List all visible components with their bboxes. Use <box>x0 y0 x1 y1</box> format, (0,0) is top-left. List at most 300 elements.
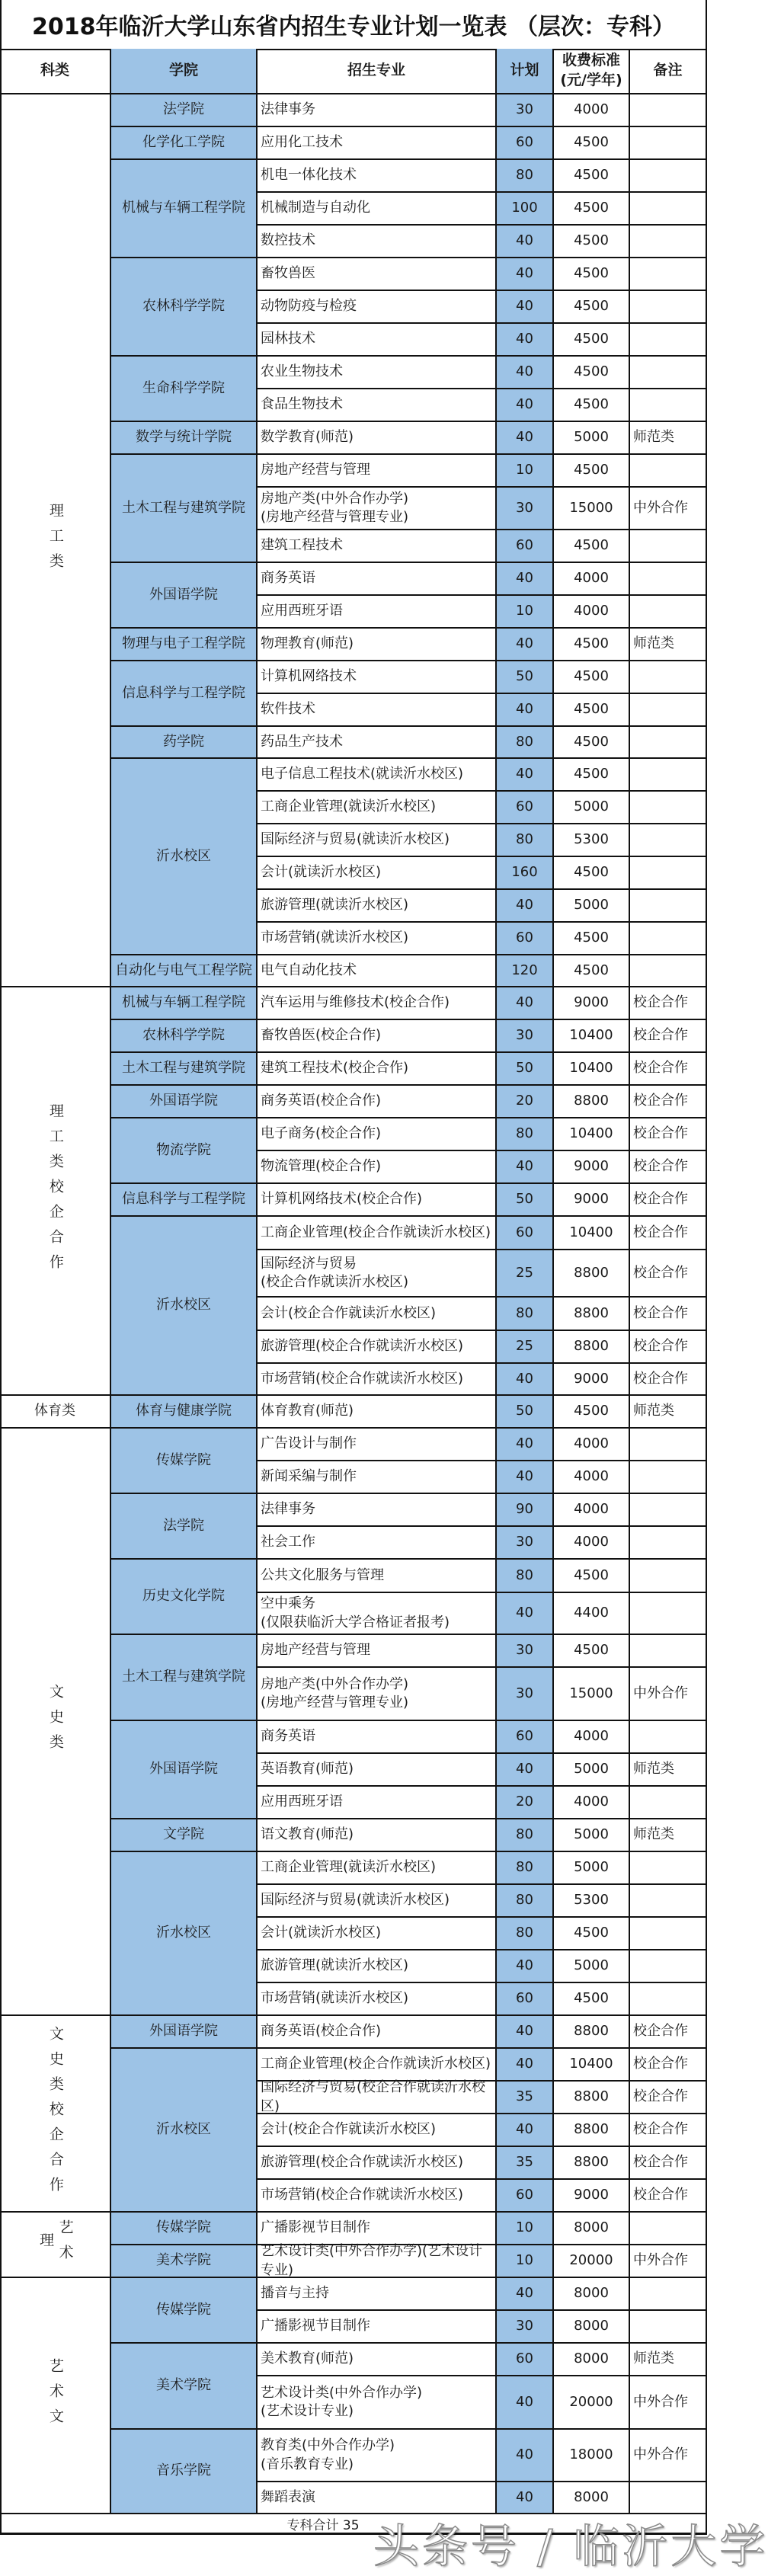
fee-cell: 4500 <box>554 357 630 389</box>
fee-cell: 8800 <box>554 2147 630 2180</box>
plan-cell: 40 <box>497 2016 554 2049</box>
major-cell: 国际经济与贸易(校企合作就读沂水校区) <box>258 2082 497 2114</box>
plan-cell: 30 <box>497 2311 554 2344</box>
major-cell: 工商企业管理(校企合作就读沂水校区) <box>258 1217 497 1250</box>
category-cell: 艺术文 <box>0 2278 111 2514</box>
plan-cell: 40 <box>497 1950 554 1983</box>
major-cell: 新闻采编与制作 <box>258 1461 497 1494</box>
fee-cell: 4500 <box>554 1396 630 1429</box>
major-cell: 会计(就读沂水校区) <box>258 1918 497 1950</box>
major-cell: 机械制造与自动化 <box>258 193 497 226</box>
major-cell: 应用西班牙语 <box>258 596 497 629</box>
plan-cell: 40 <box>497 2049 554 2082</box>
college-cell: 机械与车辆工程学院 <box>111 987 258 1020</box>
fee-cell: 5000 <box>554 792 630 824</box>
plan-cell: 30 <box>497 1527 554 1560</box>
plan-cell: 10 <box>497 455 554 488</box>
major-cell: 应用化工技术 <box>258 127 497 160</box>
note-cell <box>630 1593 707 1635</box>
major-cell: 旅游管理(校企合作就读沂水校区) <box>258 1331 497 1364</box>
fee-cell: 15000 <box>554 488 630 530</box>
plan-cell: 35 <box>497 2082 554 2114</box>
college-cell: 土木工程与建筑学院 <box>111 455 258 563</box>
plan-cell: 90 <box>497 1494 554 1527</box>
fee-cell: 4500 <box>554 1983 630 2016</box>
note-cell: 中外合作 <box>630 2430 707 2482</box>
plan-cell: 60 <box>497 923 554 955</box>
major-cell: 市场营销(就读沂水校区) <box>258 923 497 955</box>
note-cell <box>630 1429 707 1461</box>
header-fee: 收费标准 (元/学年) <box>554 49 630 94</box>
plan-cell: 60 <box>497 2344 554 2376</box>
note-cell: 师范类 <box>630 2344 707 2376</box>
fee-cell: 4500 <box>554 226 630 258</box>
note-cell <box>630 291 707 324</box>
fee-cell: 9000 <box>554 987 630 1020</box>
note-cell <box>630 160 707 193</box>
fee-cell: 20000 <box>554 2245 630 2278</box>
fee-cell: 8800 <box>554 1086 630 1118</box>
major-cell: 食品生物技术 <box>258 389 497 422</box>
note-cell <box>630 389 707 422</box>
major-cell: 法律事务 <box>258 94 497 127</box>
plan-cell: 40 <box>497 563 554 596</box>
plan-cell: 40 <box>497 258 554 291</box>
plan-cell: 30 <box>497 94 554 127</box>
college-cell: 土木工程与建筑学院 <box>111 1635 258 1721</box>
major-cell: 广播影视节目制作 <box>258 2311 497 2344</box>
plan-cell: 20 <box>497 1787 554 1819</box>
college-cell: 外国语学院 <box>111 1721 258 1819</box>
major-cell: 数控技术 <box>258 226 497 258</box>
major-cell: 法律事务 <box>258 1494 497 1527</box>
major-cell: 应用西班牙语 <box>258 1787 497 1819</box>
major-cell: 畜牧兽医 <box>258 258 497 291</box>
fee-cell: 8800 <box>554 2082 630 2114</box>
fee-cell: 4500 <box>554 127 630 160</box>
note-cell <box>630 857 707 890</box>
college-cell: 音乐学院 <box>111 2430 258 2514</box>
note-cell <box>630 1787 707 1819</box>
major-cell: 会计(校企合作就读沂水校区) <box>258 2114 497 2147</box>
plan-cell: 80 <box>497 727 554 759</box>
major-cell: 商务英语 <box>258 563 497 596</box>
major-cell: 美术教育(师范) <box>258 2344 497 2376</box>
major-cell: 广播影视节目制作 <box>258 2213 497 2245</box>
major-cell: 物理教育(师范) <box>258 629 497 661</box>
major-cell: 国际经济与贸易(就读沂水校区) <box>258 1885 497 1918</box>
note-cell: 师范类 <box>630 1396 707 1429</box>
note-cell <box>630 1983 707 2016</box>
note-cell <box>630 694 707 727</box>
college-cell: 机械与车辆工程学院 <box>111 160 258 258</box>
college-cell: 土木工程与建筑学院 <box>111 1053 258 1086</box>
header-plan: 计划 <box>497 49 554 94</box>
note-cell <box>630 127 707 160</box>
note-cell <box>630 530 707 563</box>
plan-cell: 40 <box>497 2482 554 2514</box>
note-cell <box>630 661 707 694</box>
header-college: 学院 <box>111 49 258 94</box>
note-cell: 校企合作 <box>630 1151 707 1184</box>
fee-cell: 18000 <box>554 2430 630 2482</box>
major-cell: 房地产类(中外合作办学) (房地产经营与管理专业) <box>258 1668 497 1721</box>
major-cell: 广告设计与制作 <box>258 1429 497 1461</box>
college-cell: 外国语学院 <box>111 2016 258 2049</box>
fee-cell: 4000 <box>554 563 630 596</box>
note-cell <box>630 1527 707 1560</box>
fee-cell: 4500 <box>554 193 630 226</box>
note-cell: 中外合作 <box>630 2245 707 2278</box>
plan-cell: 40 <box>497 357 554 389</box>
plan-cell: 40 <box>497 1429 554 1461</box>
fee-cell: 8000 <box>554 2311 630 2344</box>
major-cell: 建筑工程技术 <box>258 530 497 563</box>
major-cell: 国际经济与贸易 (校企合作就读沂水校区) <box>258 1250 497 1298</box>
major-cell: 艺术设计类(中外合作办学)(艺术设计专业) <box>258 2245 497 2278</box>
note-cell: 校企合作 <box>630 1331 707 1364</box>
note-cell <box>630 1635 707 1668</box>
fee-cell: 10400 <box>554 1217 630 1250</box>
college-cell: 数学与统计学院 <box>111 422 258 455</box>
note-cell <box>630 596 707 629</box>
fee-cell: 4500 <box>554 389 630 422</box>
header-major: 招生专业 <box>258 49 497 94</box>
major-cell: 旅游管理(就读沂水校区) <box>258 890 497 923</box>
note-cell: 中外合作 <box>630 488 707 530</box>
fee-cell: 4500 <box>554 530 630 563</box>
college-cell: 外国语学院 <box>111 1086 258 1118</box>
major-cell: 物流管理(校企合作) <box>258 1151 497 1184</box>
fee-cell: 4500 <box>554 324 630 357</box>
fee-cell: 4500 <box>554 1560 630 1593</box>
major-cell: 数学教育(师范) <box>258 422 497 455</box>
major-cell: 工商企业管理(就读沂水校区) <box>258 1852 497 1885</box>
major-cell: 汽车运用与维修技术(校企合作) <box>258 987 497 1020</box>
fee-cell: 4500 <box>554 955 630 987</box>
college-cell: 农林科学学院 <box>111 1020 258 1053</box>
fee-cell: 4500 <box>554 291 630 324</box>
major-cell: 市场营销(校企合作就读沂水校区) <box>258 1364 497 1396</box>
college-cell: 物理与电子工程学院 <box>111 629 258 661</box>
major-cell: 机电一体化技术 <box>258 160 497 193</box>
college-cell: 法学院 <box>111 94 258 127</box>
major-cell: 语文教育(师范) <box>258 1819 497 1852</box>
college-cell: 药学院 <box>111 727 258 759</box>
fee-cell: 5300 <box>554 824 630 857</box>
note-cell <box>630 1494 707 1527</box>
plan-cell: 30 <box>497 1020 554 1053</box>
college-cell: 信息科学与工程学院 <box>111 1184 258 1217</box>
major-cell: 商务英语(校企合作) <box>258 2016 497 2049</box>
fee-cell: 4000 <box>554 1527 630 1560</box>
major-cell: 公共文化服务与管理 <box>258 1560 497 1593</box>
plan-cell: 60 <box>497 530 554 563</box>
header-note: 备注 <box>630 49 707 94</box>
major-cell: 工商企业管理(就读沂水校区) <box>258 792 497 824</box>
category-cell: 文史类 <box>0 1429 111 2016</box>
major-cell: 房地产类(中外合作办学) (房地产经营与管理专业) <box>258 488 497 530</box>
plan-cell: 40 <box>497 890 554 923</box>
note-cell <box>630 1560 707 1593</box>
plan-cell: 80 <box>497 1852 554 1885</box>
plan-cell: 60 <box>497 127 554 160</box>
plan-cell: 40 <box>497 759 554 792</box>
plan-cell: 50 <box>497 661 554 694</box>
plan-cell: 60 <box>497 1217 554 1250</box>
plan-cell: 40 <box>497 422 554 455</box>
major-cell: 旅游管理(就读沂水校区) <box>258 1950 497 1983</box>
plan-cell: 50 <box>497 1184 554 1217</box>
plan-cell: 40 <box>497 1461 554 1494</box>
plan-cell: 100 <box>497 193 554 226</box>
plan-cell: 20 <box>497 1086 554 1118</box>
college-cell: 农林科学学院 <box>111 258 258 357</box>
major-cell: 市场营销(校企合作就读沂水校区) <box>258 2180 497 2213</box>
note-cell: 师范类 <box>630 629 707 661</box>
plan-cell: 50 <box>497 1396 554 1429</box>
fee-cell: 4000 <box>554 1494 630 1527</box>
note-cell: 校企合作 <box>630 2049 707 2082</box>
note-cell <box>630 2278 707 2311</box>
major-cell: 空中乘务 (仅限获临沂大学合格证者报考) <box>258 1593 497 1635</box>
plan-cell: 30 <box>497 488 554 530</box>
fee-cell: 9000 <box>554 1364 630 1396</box>
major-cell: 会计(就读沂水校区) <box>258 857 497 890</box>
fee-cell: 5000 <box>554 422 630 455</box>
fee-cell: 9000 <box>554 1151 630 1184</box>
note-cell <box>630 563 707 596</box>
college-cell: 传媒学院 <box>111 1429 258 1494</box>
major-cell: 房地产经营与管理 <box>258 455 497 488</box>
college-cell: 信息科学与工程学院 <box>111 661 258 727</box>
plan-cell: 60 <box>497 1983 554 2016</box>
fee-cell: 15000 <box>554 1668 630 1721</box>
fee-cell: 8800 <box>554 2114 630 2147</box>
college-cell: 化学化工学院 <box>111 127 258 160</box>
fee-cell: 4500 <box>554 923 630 955</box>
fee-cell: 5000 <box>554 1754 630 1787</box>
category-cell: 理工类 <box>0 94 111 987</box>
note-cell <box>630 1852 707 1885</box>
major-cell: 房地产经营与管理 <box>258 1635 497 1668</box>
note-cell <box>630 824 707 857</box>
note-cell: 中外合作 <box>630 1668 707 1721</box>
watermark: 头条号 / 临沂大学 <box>373 2520 768 2574</box>
plan-cell: 60 <box>497 2180 554 2213</box>
note-cell <box>630 324 707 357</box>
fee-cell: 9000 <box>554 2180 630 2213</box>
fee-cell: 8000 <box>554 2344 630 2376</box>
fee-cell: 4000 <box>554 1429 630 1461</box>
plan-cell: 40 <box>497 1593 554 1635</box>
major-cell: 电子信息工程技术(就读沂水校区) <box>258 759 497 792</box>
plan-cell: 60 <box>497 792 554 824</box>
college-cell: 沂水校区 <box>111 759 258 955</box>
fee-cell: 5300 <box>554 1885 630 1918</box>
note-cell: 校企合作 <box>630 1184 707 1217</box>
note-cell <box>630 1885 707 1918</box>
major-cell: 社会工作 <box>258 1527 497 1560</box>
fee-cell: 4500 <box>554 857 630 890</box>
plan-cell: 80 <box>497 1819 554 1852</box>
fee-cell: 10400 <box>554 1118 630 1151</box>
plan-cell: 40 <box>497 694 554 727</box>
fee-cell: 8800 <box>554 1331 630 1364</box>
plan-cell: 40 <box>497 987 554 1020</box>
note-cell: 校企合作 <box>630 2082 707 2114</box>
fee-cell: 4500 <box>554 759 630 792</box>
note-cell: 校企合作 <box>630 987 707 1020</box>
college-cell: 物流学院 <box>111 1118 258 1184</box>
note-cell <box>630 1950 707 1983</box>
plan-cell: 120 <box>497 955 554 987</box>
fee-cell: 8000 <box>554 2482 630 2514</box>
major-cell: 国际经济与贸易(就读沂水校区) <box>258 824 497 857</box>
total-row: 专科合计 35 <box>0 2514 707 2534</box>
college-cell: 沂水校区 <box>111 2049 258 2213</box>
plan-cell: 40 <box>497 2430 554 2482</box>
plan-cell: 40 <box>497 1364 554 1396</box>
note-cell <box>630 455 707 488</box>
major-cell: 农业生物技术 <box>258 357 497 389</box>
note-cell <box>630 727 707 759</box>
major-cell: 播音与主持 <box>258 2278 497 2311</box>
note-cell <box>630 1721 707 1754</box>
note-cell: 校企合作 <box>630 1086 707 1118</box>
college-cell: 历史文化学院 <box>111 1560 258 1635</box>
note-cell: 师范类 <box>630 1754 707 1787</box>
college-cell: 沂水校区 <box>111 1217 258 1396</box>
plan-cell: 25 <box>497 1331 554 1364</box>
note-cell <box>630 357 707 389</box>
fee-cell: 4500 <box>554 629 630 661</box>
plan-cell: 40 <box>497 2278 554 2311</box>
fee-cell: 8800 <box>554 1298 630 1331</box>
category-cell: 理工类校企合作 <box>0 987 111 1396</box>
plan-cell: 50 <box>497 1053 554 1086</box>
major-cell: 会计(校企合作就读沂水校区) <box>258 1298 497 1331</box>
plan-cell: 10 <box>497 596 554 629</box>
fee-cell: 4000 <box>554 94 630 127</box>
category-cell: 艺术理 <box>0 2213 111 2278</box>
note-cell <box>630 955 707 987</box>
plan-cell: 80 <box>497 1298 554 1331</box>
note-cell <box>630 2311 707 2344</box>
plan-cell: 40 <box>497 291 554 324</box>
note-cell: 校企合作 <box>630 1118 707 1151</box>
fee-cell: 4000 <box>554 1461 630 1494</box>
plan-cell: 80 <box>497 160 554 193</box>
fee-cell: 20000 <box>554 2376 630 2430</box>
major-cell: 工商企业管理(校企合作就读沂水校区) <box>258 2049 497 2082</box>
fee-cell: 5000 <box>554 1852 630 1885</box>
college-cell: 文学院 <box>111 1819 258 1852</box>
major-cell: 畜牧兽医(校企合作) <box>258 1020 497 1053</box>
header-category: 科类 <box>0 49 111 94</box>
major-cell: 计算机网络技术(校企合作) <box>258 1184 497 1217</box>
major-cell: 软件技术 <box>258 694 497 727</box>
fee-cell: 4500 <box>554 727 630 759</box>
college-cell: 传媒学院 <box>111 2278 258 2344</box>
note-cell: 师范类 <box>630 1819 707 1852</box>
plan-cell: 40 <box>497 389 554 422</box>
fee-cell: 4400 <box>554 1593 630 1635</box>
fee-cell: 10400 <box>554 1020 630 1053</box>
major-cell: 商务英语(校企合作) <box>258 1086 497 1118</box>
plan-cell: 25 <box>497 1250 554 1298</box>
plan-cell: 35 <box>497 2147 554 2180</box>
note-cell <box>630 759 707 792</box>
fee-cell: 4500 <box>554 1635 630 1668</box>
page-title: 2018年临沂大学山东省内招生专业计划一览表 （层次：专科） <box>32 14 675 40</box>
college-cell: 法学院 <box>111 1494 258 1560</box>
major-cell: 计算机网络技术 <box>258 661 497 694</box>
note-cell: 校企合作 <box>630 2147 707 2180</box>
plan-cell: 160 <box>497 857 554 890</box>
note-cell <box>630 2482 707 2514</box>
college-cell: 生命科学学院 <box>111 357 258 422</box>
fee-cell: 8000 <box>554 2278 630 2311</box>
note-cell: 校企合作 <box>630 1298 707 1331</box>
note-cell: 校企合作 <box>630 2114 707 2147</box>
college-cell: 外国语学院 <box>111 563 258 629</box>
major-cell: 体育教育(师范) <box>258 1396 497 1429</box>
note-cell <box>630 1918 707 1950</box>
major-cell: 园林技术 <box>258 324 497 357</box>
major-cell: 药品生产技术 <box>258 727 497 759</box>
fee-cell: 9000 <box>554 1184 630 1217</box>
major-cell: 教育类(中外合作办学) (音乐教育专业) <box>258 2430 497 2482</box>
major-cell: 电子商务(校企合作) <box>258 1118 497 1151</box>
plan-cell: 40 <box>497 226 554 258</box>
note-cell: 中外合作 <box>630 2376 707 2430</box>
note-cell: 校企合作 <box>630 1217 707 1250</box>
note-cell: 校企合作 <box>630 1020 707 1053</box>
plan-cell: 40 <box>497 1754 554 1787</box>
plan-cell: 10 <box>497 2213 554 2245</box>
college-cell: 沂水校区 <box>111 1852 258 2016</box>
major-cell: 电气自动化技术 <box>258 955 497 987</box>
fee-cell: 4500 <box>554 694 630 727</box>
fee-cell: 4500 <box>554 1918 630 1950</box>
fee-cell: 4000 <box>554 1787 630 1819</box>
major-cell: 建筑工程技术(校企合作) <box>258 1053 497 1086</box>
note-cell <box>630 193 707 226</box>
major-cell: 舞蹈表演 <box>258 2482 497 2514</box>
note-cell: 校企合作 <box>630 1250 707 1298</box>
major-cell: 英语教育(师范) <box>258 1754 497 1787</box>
plan-cell: 80 <box>497 1918 554 1950</box>
note-cell <box>630 890 707 923</box>
plan-cell: 60 <box>497 1721 554 1754</box>
note-cell <box>630 2213 707 2245</box>
note-cell <box>630 1461 707 1494</box>
fee-cell: 4500 <box>554 455 630 488</box>
plan-cell: 40 <box>497 629 554 661</box>
fee-cell: 4500 <box>554 160 630 193</box>
college-cell: 传媒学院 <box>111 2213 258 2245</box>
college-cell: 自动化与电气工程学院 <box>111 955 258 987</box>
fee-cell: 4500 <box>554 661 630 694</box>
fee-cell: 4500 <box>554 258 630 291</box>
fee-cell: 8000 <box>554 2213 630 2245</box>
plan-cell: 80 <box>497 824 554 857</box>
category-cell: 文史类校企合作 <box>0 2016 111 2213</box>
note-cell <box>630 923 707 955</box>
plan-cell: 80 <box>497 1118 554 1151</box>
major-cell: 旅游管理(校企合作就读沂水校区) <box>258 2147 497 2180</box>
